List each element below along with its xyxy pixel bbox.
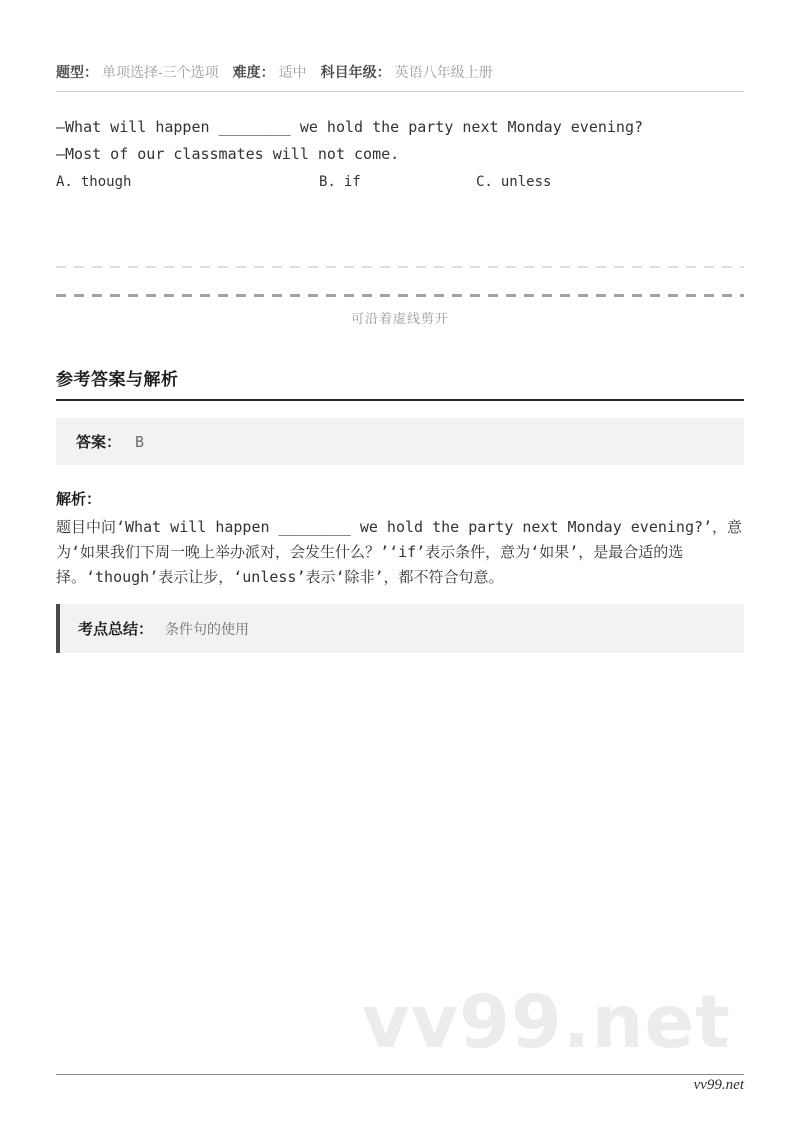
watermark: vv99.net — [362, 980, 731, 1065]
answer-section-title: 参考答案与解析 — [56, 365, 744, 401]
meta-question-type — [56, 62, 219, 82]
analysis-label: 解析： — [56, 491, 102, 508]
key-point-summary-box — [56, 604, 744, 653]
cut-line-area — [56, 266, 744, 327]
meta-subject-grade-value: 英语八年级上册 — [394, 64, 493, 80]
option-c-text: unless — [500, 174, 552, 190]
option-b-key: B. — [319, 174, 336, 190]
cut-note: 可沿着虚线剪开 — [350, 311, 449, 326]
question-line-1: —What will happen ________ we hold the party next Monday evening? — [56, 118, 643, 136]
question-block — [56, 114, 744, 190]
meta-difficulty — [233, 62, 307, 82]
option-a — [56, 174, 319, 190]
meta-difficulty-label: 难度： — [232, 64, 275, 80]
option-a-key: A. — [56, 174, 73, 190]
answer-value: B — [135, 433, 145, 451]
option-a-text: though — [80, 174, 132, 190]
option-b-text: if — [343, 174, 361, 190]
meta-question-type-value: 单项选择-三个选项 — [102, 64, 219, 80]
analysis-text: 题目中问‘What will happen ________ we hold the party next Monday evening?’，意为‘如果我们下周一晚上举办派对，会发生什么？’‘if’表示条件，意为‘如果’，是最合适的选择。‘though’表示让步，‘unless’表示‘除非’，都不符合句意。 — [56, 518, 743, 586]
answer-label: 答案： — [76, 434, 122, 451]
summary-label: 考点总结： — [78, 621, 154, 638]
meta-subject-grade — [321, 62, 493, 82]
dashed-line-light — [56, 266, 744, 268]
summary-value: 条件句的使用 — [165, 621, 250, 637]
question-meta-header — [56, 0, 744, 92]
meta-difficulty-value: 适中 — [278, 64, 307, 80]
options-row — [56, 174, 744, 190]
dashed-line-dark — [56, 294, 744, 297]
option-b — [319, 174, 476, 190]
option-c-key: C. — [476, 174, 493, 190]
page-footer — [56, 1074, 744, 1094]
question-line-2: —Most of our classmates will not come. — [56, 145, 400, 163]
answer-box — [56, 418, 744, 465]
option-c — [476, 174, 744, 190]
meta-question-type-label: 题型： — [56, 64, 98, 80]
meta-subject-grade-label: 科目年级： — [320, 64, 391, 80]
footer-site-name: vv99.net — [693, 1077, 744, 1093]
